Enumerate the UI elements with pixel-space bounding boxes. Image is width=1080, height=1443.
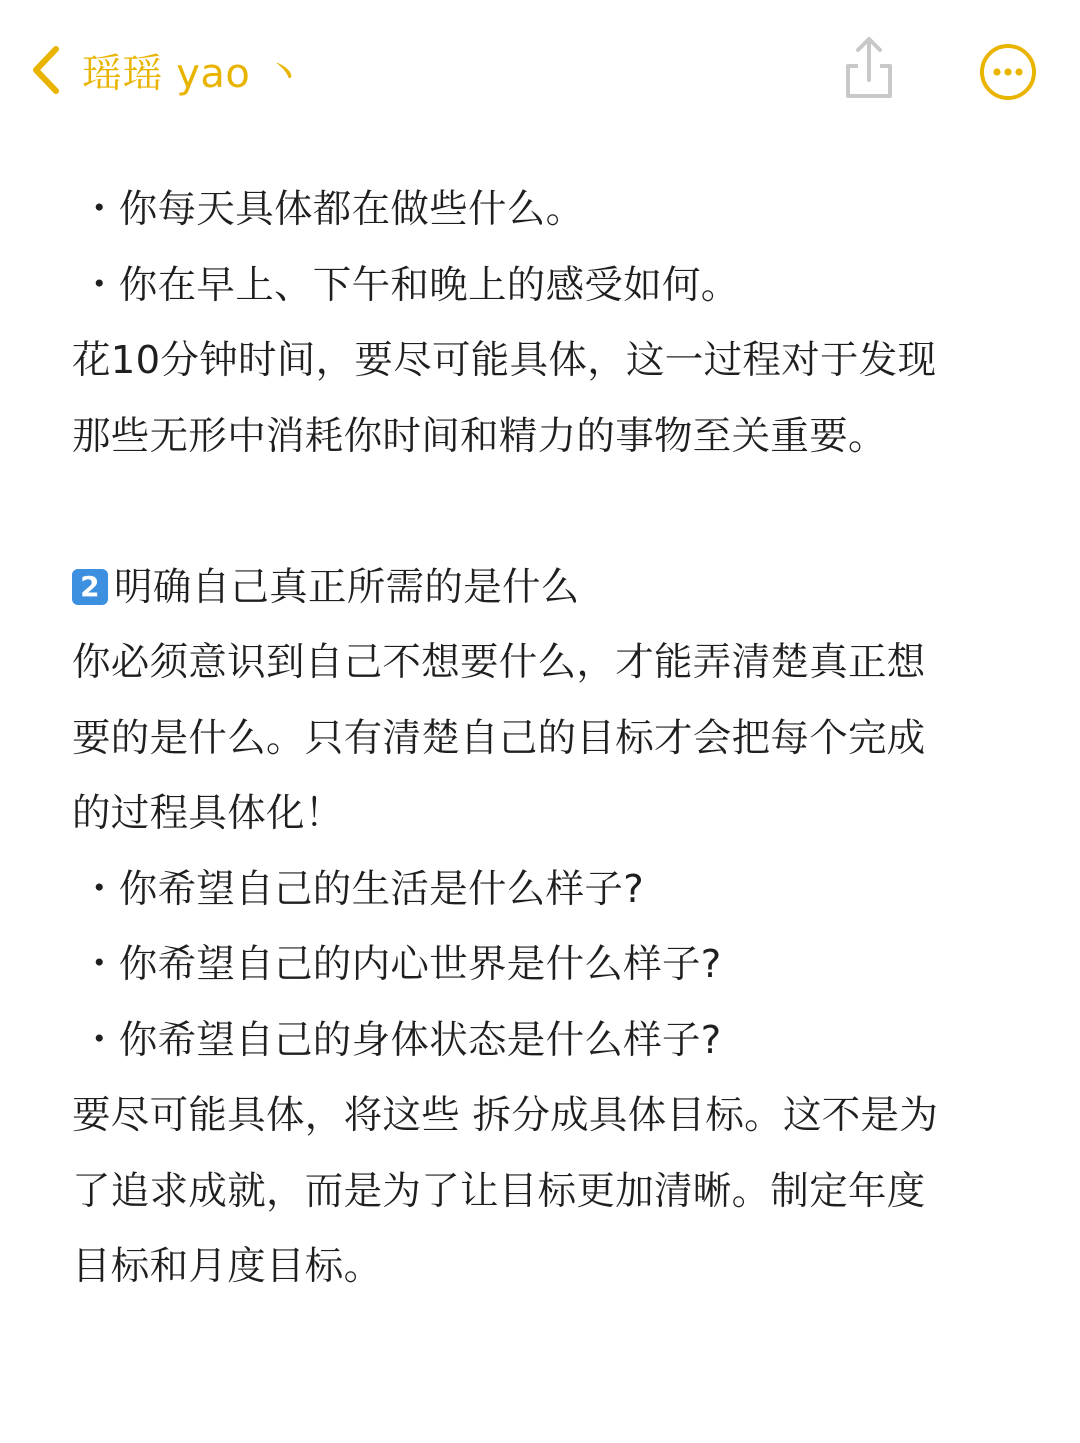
- note-body: [72, 172, 1022, 1305]
- more-options-button[interactable]: [978, 42, 1038, 102]
- section-heading-text: 明确自己真正所需的是什么: [114, 564, 580, 610]
- paragraph-line: 要尽可能具体，将这些 拆分成具体目标。这不是为: [72, 1093, 939, 1138]
- blank-line: [72, 474, 1022, 550]
- keycap-number-badge: 2: [72, 569, 108, 605]
- bullet-item-feelings: ・你在早上、下午和晚上的感受如何。: [80, 262, 740, 308]
- more-icon: [978, 87, 1038, 106]
- paragraph-line: 目标和月度目标。: [72, 1244, 383, 1289]
- paragraph-line: 花10分钟时间，要尽可能具体，这一过程对于发现: [72, 338, 937, 383]
- back-button[interactable]: [28, 38, 304, 102]
- share-button[interactable]: [838, 34, 900, 104]
- navigation-bar: [0, 0, 1080, 140]
- paragraph-line: 的过程具体化！: [72, 791, 344, 836]
- paragraph-line: 那些无形中消耗你时间和精力的事物至关重要。: [72, 413, 887, 459]
- author-name: 瑶瑶 yao 丶: [82, 50, 305, 97]
- section-heading: [72, 550, 1022, 626]
- paragraph-line: 要的是什么。只有清楚自己的目标才会把每个完成: [72, 715, 926, 761]
- bullet-item-inner-world: ・你希望自己的内心世界是什么样子?: [80, 942, 722, 987]
- bullet-item-body-state: ・你希望自己的身体状态是什么样子?: [80, 1017, 722, 1063]
- share-icon: [838, 89, 900, 108]
- chevron-left-icon: [28, 45, 64, 95]
- paragraph-line: 你必须意识到自己不想要什么，才能弄清楚真正想: [72, 640, 926, 685]
- bullet-item-life: ・你希望自己的生活是什么样子?: [80, 866, 644, 912]
- bullet-item-daily-activities: ・你每天具体都在做些什么。: [80, 187, 585, 232]
- paragraph-line: 了追求成就，而是为了让目标更加清晰。制定年度: [72, 1168, 926, 1214]
